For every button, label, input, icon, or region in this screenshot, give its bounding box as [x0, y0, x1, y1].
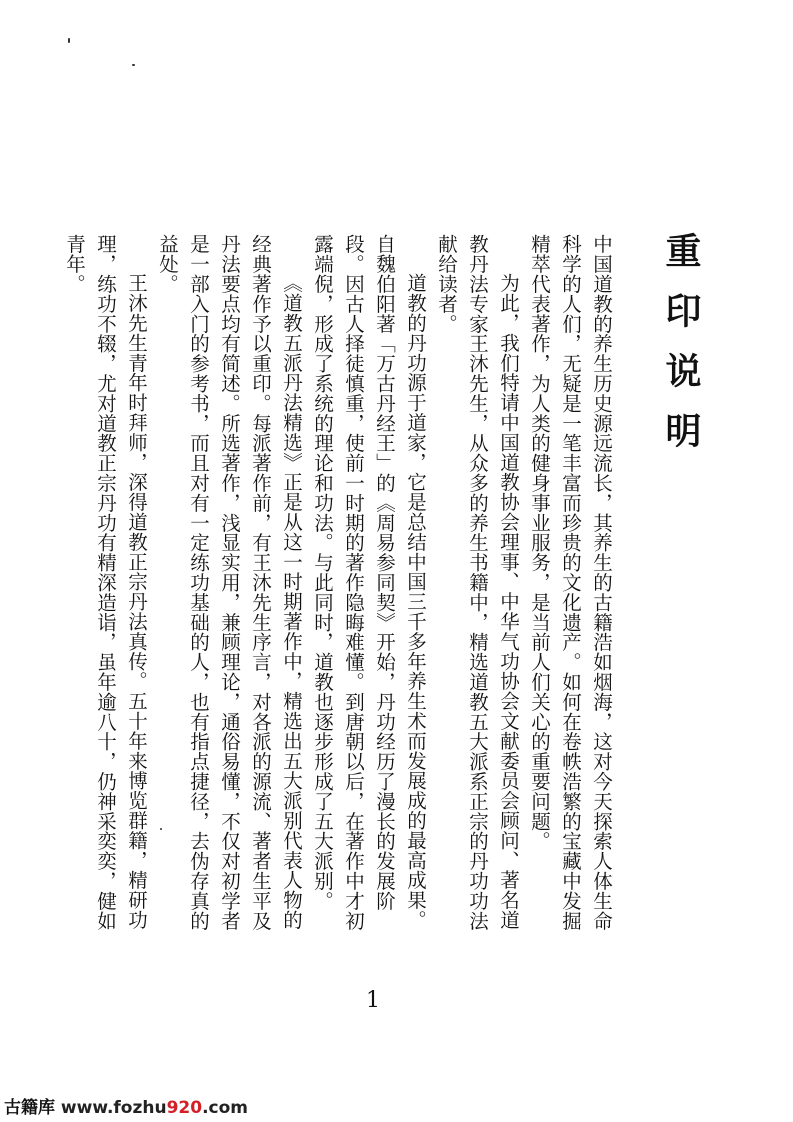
paragraph: 《道教五派丹法精选》正是从这一时期著作中，精选出五大派别代表人物的经典著作予以重印。每派著作前，有王沐先生序言，对各派的源流、著者生平及丹法要点均有简述。所选著作，浅显实用，兼顾理论，通俗易懂，不仅对初学者是一部入门的参考书，而且对有一定练功基础的人，也有指点捷径，去伪存真的益处。: [156, 234, 303, 931]
paragraph: 道教的丹功源于道家，它是总结中国三千多年养生术而发展成的最高成果。自魏伯阳著「万古丹经王」的《周易参同契》开始，丹功经历了漫长的发展阶段。因古人择徒慎重，使前一时期的著作隐晦难懂。到唐朝以后，在著作中才初露端倪，形成了系统的理论和功法。与此同时，道教也逐步形成了五大派别。: [311, 234, 427, 931]
watermark-domain-prefix: www.fozhu: [60, 1098, 167, 1118]
page-title: 重印说明: [660, 232, 701, 472]
paragraph: 王沐先生青年时拜师，深得道教正宗丹法真传。五十年来博览群籍，精研功理，练功不辍，尤对道教正宗丹功有精深造诣，虽年逾八十，仍神采奕奕，健如青年。: [63, 234, 148, 931]
scan-speck: [68, 38, 70, 43]
page-number: 1: [366, 988, 380, 1013]
watermark-domain-number: 920: [166, 1098, 203, 1118]
scan-speck: [132, 64, 135, 66]
watermark-domain-suffix: .com: [202, 1098, 249, 1118]
watermark-domain[interactable]: [61, 1098, 248, 1118]
site-watermark[interactable]: [4, 1093, 248, 1118]
body-text: [59, 234, 617, 934]
paragraph: 中国道教的养生历史源远流长，其养生的古籍浩如烟海，这对今天探索人体生命科学的人们，无疑是一笔丰富而珍贵的文化遗产。如何在卷帙浩繁的宝藏中发掘精萃代表著作，为人类的健身事业服务，是当前人们关心的重要问题。: [528, 234, 613, 931]
watermark-site-name: 古籍库: [4, 1098, 55, 1118]
paragraph: 为此，我们特请中国道教协会理事、中华气功协会文献委员会顾问、著名道教丹法专家王沐先生，从众多的养生书籍中，精选道教五大派系正宗的丹功功法献给读者。: [435, 234, 520, 931]
